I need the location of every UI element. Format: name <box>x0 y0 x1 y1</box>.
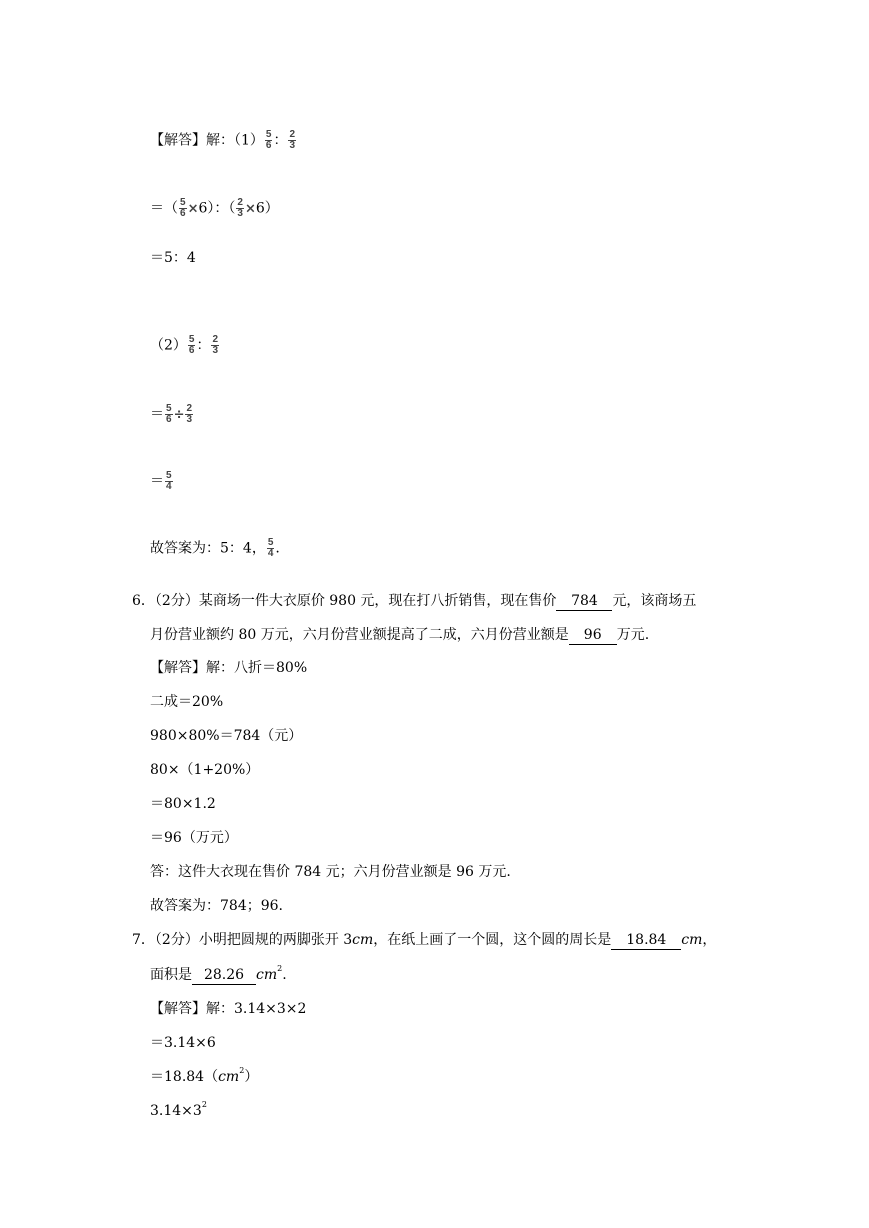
colon: ： <box>196 337 211 354</box>
q6-line-2 <box>150 625 649 645</box>
q7-sol-3-a: ＝18.84（ <box>150 1069 219 1085</box>
superscript-2: 2 <box>239 1066 245 1075</box>
q6-text-a: 6．（2分）某商场一件大衣原价 980 元，现在打八折销售，现在售价 <box>132 593 557 609</box>
fraction-2-3: $\frac{2}{3}$ <box>237 197 243 219</box>
q6-sol-7: 答：这件大衣现在售价 784 元；六月份营业额是 96 万元. <box>150 864 511 880</box>
superscript-2: 2 <box>201 1100 207 1109</box>
fraction-5-4: $\frac{5}{4}$ <box>267 537 274 559</box>
end-text: 6） <box>255 200 279 217</box>
q6-line-1 <box>132 591 696 611</box>
q6-text-c: 月份营业额约 80 万元，六月份营业额提高了二成，六月份营业额是 <box>150 627 569 643</box>
q7-line-1 <box>132 930 716 950</box>
q7-text-a: 7．（2分）小明把圆规的两脚张开 3 <box>132 932 353 948</box>
fraction-2-3: $\frac{2}{3}$ <box>186 403 193 425</box>
times-sign: × <box>187 201 199 217</box>
q7-sol-1: 【解答】解：3.14×3×2 <box>150 1001 307 1017</box>
unit-cm: cm <box>256 967 278 983</box>
q6-sol-4: 80×（1+20%） <box>150 762 260 778</box>
q6-text-d: 万元. <box>616 627 650 643</box>
sec5-line-4 <box>150 335 220 356</box>
q6-sol-5: ＝80×1.2 <box>150 796 216 812</box>
unit-cm: cm <box>218 1069 240 1085</box>
sec5-line-3: ＝5：4 <box>150 250 196 266</box>
q7-sol-3 <box>150 1067 258 1087</box>
fraction-5-4: $\frac{5}{4}$ <box>166 470 172 492</box>
sec5-line-5 <box>150 404 194 426</box>
times-sign: × <box>244 201 256 217</box>
unit-cm: cm <box>352 932 374 948</box>
mid-text: 6）：（ <box>198 200 236 217</box>
q7-text-c: ， <box>702 932 717 948</box>
q7-sol-2: ＝3.14×6 <box>150 1035 216 1051</box>
q7-answer-blank-2: 28.26 <box>192 966 256 985</box>
sec5-line-1 <box>150 130 297 151</box>
colon: ： <box>273 132 288 149</box>
q7-text-d: 面积是 <box>150 967 192 983</box>
equals-paren: ＝（ <box>150 200 178 217</box>
sec5-answer-label: 【解答】解：（1） <box>150 132 264 149</box>
q6-answer-blank-2: 96 <box>569 626 617 645</box>
q6-sol-1: 【解答】解：八折＝80% <box>150 660 308 676</box>
q7-sol-4 <box>150 1101 207 1121</box>
sec5-answer <box>150 538 280 559</box>
sec5-line-2 <box>150 198 279 220</box>
q6-answer-blank-1: 784 <box>556 592 612 611</box>
part-2-label: （2） <box>150 337 187 354</box>
q7-line-2 <box>150 965 287 985</box>
unit-cm: cm <box>681 932 703 948</box>
q7-text-b: ，在纸上画了一个圆，这个圆的周长是 <box>373 932 612 948</box>
answer-text: 故答案为：5：4， <box>150 540 266 557</box>
q7-text-e: . <box>282 967 287 983</box>
q6-sol-8: 故答案为：784；96. <box>150 898 283 914</box>
equals: ＝ <box>150 406 164 423</box>
q7-answer-blank-1: 18.84 <box>611 931 681 950</box>
superscript-2: 2 <box>277 964 283 973</box>
fraction-5-6: $\frac{5}{6}$ <box>188 334 195 356</box>
fraction-2-3: $\frac{2}{3}$ <box>289 129 296 151</box>
fraction-5-6: $\frac{5}{6}$ <box>265 129 272 151</box>
q6-sol-2: 二成＝20% <box>150 694 224 710</box>
q7-sol-4-text: 3.14×3 <box>150 1103 202 1119</box>
fraction-5-6: $\frac{5}{6}$ <box>180 197 186 219</box>
fraction-5-6: $\frac{5}{6}$ <box>166 403 172 425</box>
q6-sol-3: 980×80%＝784（元） <box>150 728 303 744</box>
q6-text-b: 元，该商场五 <box>612 593 697 609</box>
q7-sol-3-b: ） <box>244 1069 259 1085</box>
period: . <box>275 540 280 557</box>
equals: ＝ <box>150 473 164 490</box>
fraction-2-3: $\frac{2}{3}$ <box>212 334 219 356</box>
sec5-line-6 <box>150 471 174 492</box>
divide-sign: ÷ <box>173 407 185 423</box>
q6-sol-6: ＝96（万元） <box>150 830 238 846</box>
